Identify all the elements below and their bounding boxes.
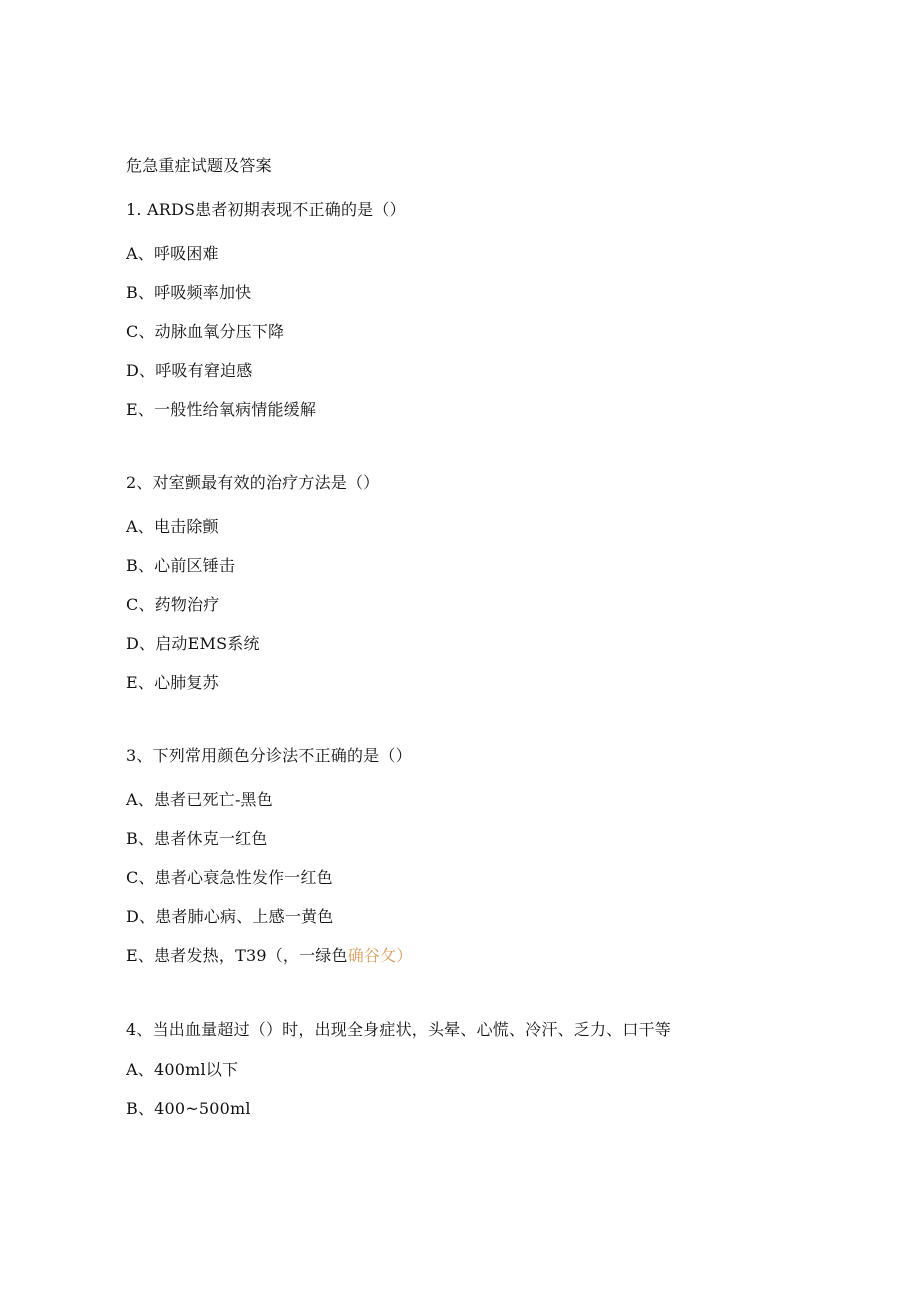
question-2-option-b: B、心前区锤击 [126, 556, 236, 575]
question-4-option-b: B、400~500ml [126, 1099, 251, 1118]
question-3-option-c: C、患者心衰急性发作一红色 [126, 868, 333, 887]
question-1-option-a: A、呼吸困难 [126, 244, 219, 263]
question-2-option-e: E、心肺复苏 [126, 673, 219, 692]
question-3-option-b: B、患者休克一红色 [126, 829, 268, 848]
question-3-stem: 3、下列常用颜色分诊法不正确的是（） [126, 746, 412, 765]
question-3-option-e [126, 946, 413, 966]
question-1-stem: 1. ARDS患者初期表现不正确的是（） [126, 200, 406, 219]
question-2-option-d: D、启动EMS系统 [126, 634, 260, 653]
document-title: 危急重症试题及答案 [126, 156, 272, 175]
question-3-option-e-text: E、患者发热，T39（，一绿色 [126, 946, 348, 965]
question-3-option-d: D、患者肺心病、上感一黄色 [126, 907, 334, 926]
question-2-stem: 2、对室颤最有效的治疗方法是（） [126, 473, 380, 492]
question-1-option-b: B、呼吸频率加快 [126, 283, 252, 302]
question-3-option-e-highlight: 确谷攵） [347, 946, 413, 965]
question-2-option-c: C、药物治疗 [126, 595, 220, 614]
question-4-stem: 4、当出血量超过（）时，出现全身症状，头晕、心慌、冷汗、乏力、口干等 [126, 1020, 671, 1039]
question-1-option-e: E、一般性给氧病情能缓解 [126, 400, 317, 419]
question-2-option-a: A、电击除颤 [126, 517, 219, 536]
question-4-option-a: A、400ml以下 [126, 1060, 239, 1079]
question-1-option-c: C、动脉血氧分压下降 [126, 322, 285, 341]
question-1-option-d: D、呼吸有窘迫感 [126, 361, 253, 380]
question-3-option-a: A、患者已死亡-黑色 [126, 790, 273, 809]
